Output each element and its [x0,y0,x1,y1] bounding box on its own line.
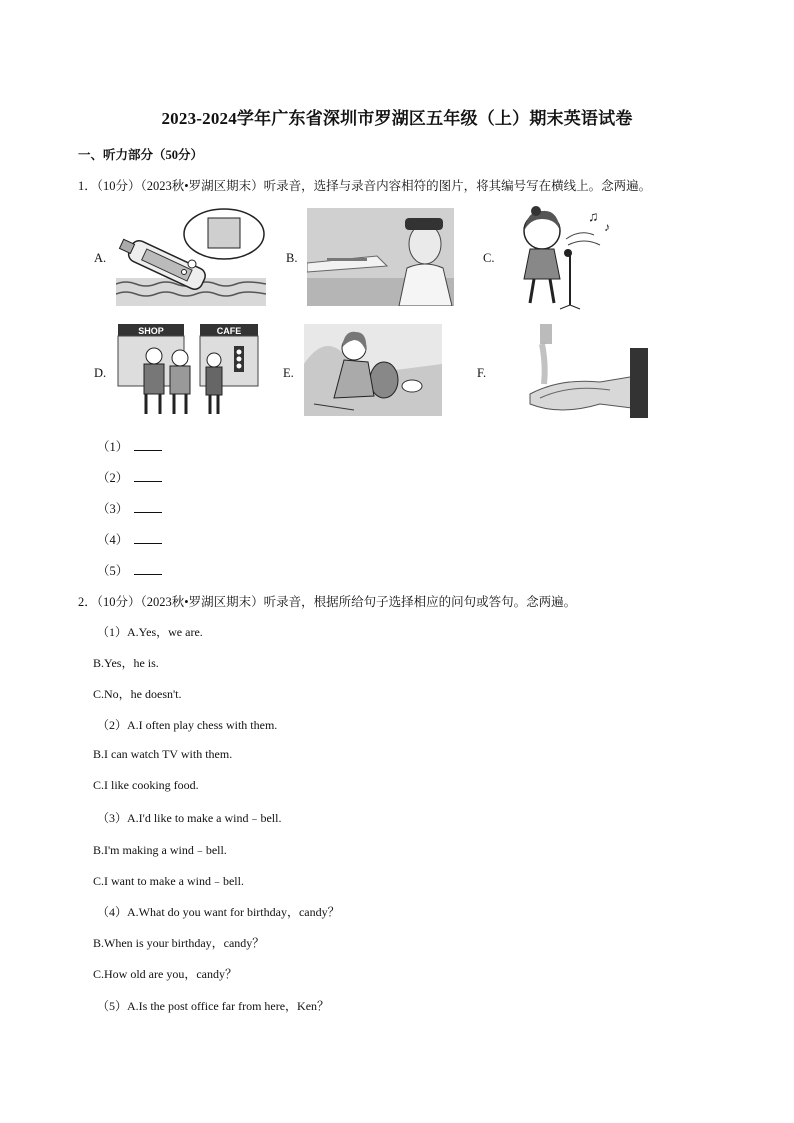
q2-sub1-option-b: B.Yes，he is. [93,656,159,670]
picture-f-washing-hands [500,324,648,418]
answer-blank-5[interactable]: （5） [97,561,162,579]
q2-sub1-option-c: C.No，he doesn't. [93,687,182,701]
q2-sub3-option-b: B.I'm making a wind﹣bell. [93,843,227,857]
q2-sub1-option-a: （1）A.Yes，we are. [97,625,203,639]
q2-sub2-option-b: B.I can watch TV with them. [93,747,233,761]
answer-blank-1[interactable]: （1） [97,437,162,455]
cafe-sign: CAFE [216,326,242,336]
svg-text:♪: ♪ [604,220,610,234]
q2-sub2-option-c: C.I like cooking food. [93,778,199,792]
q2-sub4-option-a: （4）A.What do you want for birthday，candy？ [97,905,340,919]
option-label-d: D. [94,366,107,380]
q2-sub3-option-c: C.I want to make a wind﹣bell. [93,874,244,888]
answer-blank-4[interactable]: （4） [97,530,162,548]
picture-a-bottle-message [116,208,266,306]
shop-sign: SHOP [138,326,164,336]
option-label-a: A. [94,251,107,265]
answer-blank-3[interactable]: （3） [97,499,162,517]
q2-sub4-option-c: C.How old are you，candy？ [93,967,237,981]
option-label-f: F. [477,366,487,380]
answer-blank-2[interactable]: （2） [97,468,162,486]
q2-sub3-option-a: （3）A.I'd like to make a wind﹣bell. [97,811,282,825]
picture-d-shop-cafe-street [116,322,261,417]
q2-sub5-option-a: （5）A.Is the post office far from here，Ken？ [97,999,330,1013]
option-label-b: B. [286,251,298,265]
q2-sub4-option-b: B.When is your birthday，candy？ [93,936,265,950]
picture-c-girl-singing [508,205,618,310]
question-2-prompt: 2．（10分）（2023秋•罗湖区期末）听录音，根据所给句子选择相应的问句或答句。念两遍。 [78,595,577,609]
picture-b-pilot-airplane [307,208,454,306]
picture-e-girl-garden [304,324,442,416]
page-title: 2023-2024学年广东省深圳市罗湖区五年级（上）期末英语试卷 [161,109,633,128]
section-heading-listening: 一、听力部分（50分） [78,148,204,162]
question-1-prompt: 1．（10分）（2023秋•罗湖区期末）听录音，选择与录音内容相符的图片，将其编号写在横线上。念两遍。 [78,179,652,193]
option-label-c: C. [483,251,495,265]
svg-text:♫: ♫ [588,210,599,225]
q2-sub2-option-a: （2）A.I often play chess with them. [97,718,278,732]
option-label-e: E. [283,366,294,380]
